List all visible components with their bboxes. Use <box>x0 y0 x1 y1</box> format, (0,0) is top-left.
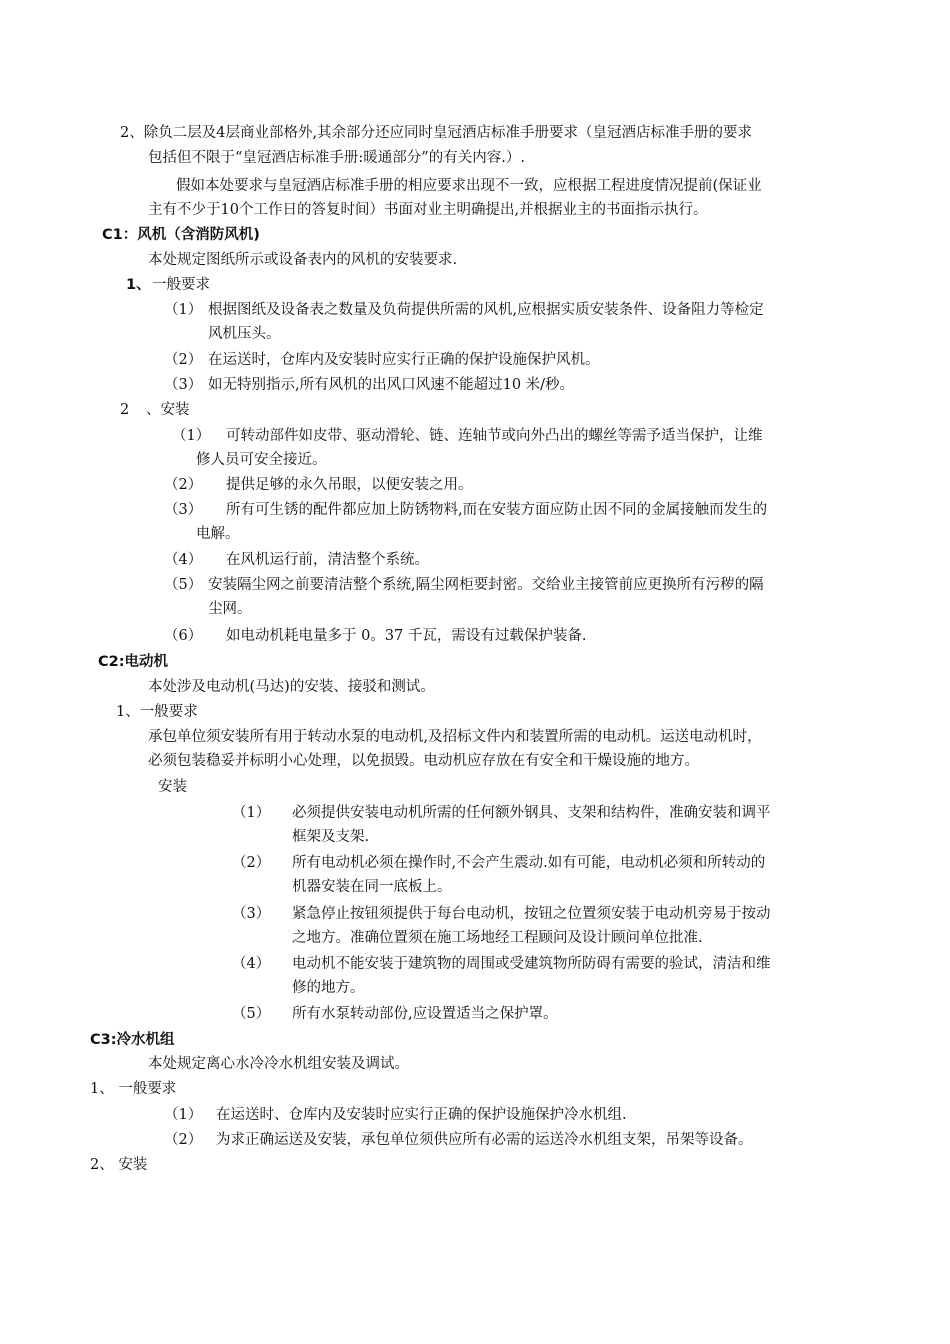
c1-install-title: 、安装 <box>146 402 190 418</box>
c2-install-item-text: 机器安装在同一底板上。 <box>292 879 452 895</box>
c2-install-item-num: （2） <box>232 855 271 871</box>
c3-heading: C3:冷水机组 <box>90 1032 175 1048</box>
c1-heading: C1：风机（含消防风机) <box>102 227 260 243</box>
c3-general-item-text: 在运送时、仓库内及安装时应实行正确的保护设施保护冷水机组. <box>216 1107 627 1123</box>
c3-install-title: 2、 安装 <box>90 1157 148 1173</box>
c2-general-text: 承包单位须安装所有用于转动水泵的电动机,及招标文件内和装置所需的电动机。运送电动机时， <box>148 729 762 745</box>
c3-description: 本处规定离心水冷冷水机组安装及调试。 <box>148 1056 409 1072</box>
c1-install-item-num: （1） <box>172 428 211 444</box>
c1-install-item-num: （2） <box>164 477 203 493</box>
c1-install-item-text: 安装隔尘网之前要清洁整个系统,隔尘网柜要封密。交给业主接管前应更换所有污秽的隔 <box>208 577 764 593</box>
c1-install-item-num: （6） <box>164 628 203 644</box>
c2-install-item-text: 修的地方。 <box>292 980 365 996</box>
c2-install-item-num: （1） <box>232 805 271 821</box>
c2-general-text: 必须包装稳妥并标明小心处理，以免损毁。电动机应存放在有安全和干燥设施的地方。 <box>148 753 699 769</box>
c1-general-item-text: 如无特别指示,所有风机的出风口风速不能超过10 米/秒。 <box>208 377 575 393</box>
c2-general-title: 1、一般要求 <box>116 704 198 720</box>
c1-install-item-text: 提供足够的永久吊眼，以便安装之用。 <box>226 477 473 493</box>
c2-install-item-text: 所有水泵转动部份,应设置适当之保护罩。 <box>292 1006 558 1022</box>
c1-general-item-num: （1） <box>164 302 203 318</box>
c2-install-item-text: 之地方。准确位置须在施工场地经工程顾问及设计顾问单位批准. <box>292 930 703 946</box>
c1-install-item-text: 在风机运行前，清洁整个系统。 <box>226 552 429 568</box>
c2-install-item-num: （4） <box>232 956 271 972</box>
c2-install-item-text: 电动机不能安装于建筑物的周围或受建筑物所防碍有需要的验试，清洁和维 <box>292 956 771 972</box>
c1-install-item-text: 修人员可安全接近。 <box>196 452 327 468</box>
c3-general-item-num: （1） <box>164 1107 203 1123</box>
c3-general-item-num: （2） <box>164 1132 203 1148</box>
c3-general-title: 1、 一般要求 <box>90 1081 177 1097</box>
intro-item2-line1: 2、除负二层及4层商业部格外,其余部分还应同时皇冠酒店标准手册要求（皇冠酒店标准手册的要求 <box>120 125 753 141</box>
c2-install-item-num: （5） <box>232 1006 271 1022</box>
c1-general-item-num: （2） <box>164 352 203 368</box>
c1-general-item-text: 在运送时，仓库内及安装时应实行正确的保护设施保护风机。 <box>208 352 600 368</box>
c1-install-item-num: （4） <box>164 552 203 568</box>
c1-install-item-text: 可转动部件如皮带、驱动滑轮、链、连轴节或向外凸出的螺丝等需予适当保护，让维 <box>226 428 763 444</box>
c1-install-num: 2 <box>120 402 130 418</box>
c2-install-item-text: 紧急停止按钮须提供于每台电动机，按钮之位置须安装于电动机旁易于按动 <box>292 906 771 922</box>
c1-install-item-text: 所有可生锈的配件都应加上防锈物料,而在安装方面应防止因不同的金属接触而发生的 <box>226 502 768 518</box>
c2-heading: C2:电动机 <box>98 654 169 670</box>
c1-install-item-num: （5） <box>164 577 203 593</box>
c3-general-item-text: 为求正确运送及安装，承包单位须供应所有必需的运送冷水机组支架，吊架等设备。 <box>216 1132 753 1148</box>
c1-general-item-text: 风机压头。 <box>208 326 281 342</box>
c1-install-item-text: 如电动机耗电量多于 0。37 千瓦，需设有过载保护装备. <box>226 628 587 644</box>
intro-item2-line2: 包括但不限于“皇冠酒店标准手册:暖通部分”的有关内容.）. <box>148 150 525 166</box>
c1-install-item-text: 尘网。 <box>208 601 252 617</box>
c2-install-title: 安装 <box>158 779 187 795</box>
c2-description: 本处涉及电动机(马达)的安装、接驳和测试。 <box>148 679 435 695</box>
c2-install-item-text: 框架及支架. <box>292 829 370 845</box>
c1-install-item-text: 电解。 <box>196 526 240 542</box>
c1-general-item-num: （3） <box>164 377 203 393</box>
c1-general-title: 一般要求 <box>152 277 210 293</box>
c1-install-item-num: （3） <box>164 502 203 518</box>
intro-note-line2: 主有不少于10个工作日的答复时间）书面对业主明确提出,并根据业主的书面指示执行。 <box>148 202 708 218</box>
intro-note-line1: 假如本处要求与皇冠酒店标准手册的相应要求出现不一致，应根据工程进度情况提前(保证业 <box>176 178 762 194</box>
c1-general-num: 1、 <box>126 277 151 293</box>
c2-install-item-text: 必须提供安装电动机所需的任何额外钢具、支架和结构件，准确安装和调平 <box>292 805 771 821</box>
c1-description: 本处规定图纸所示或设备表内的风机的安装要求. <box>148 252 458 268</box>
c2-install-item-num: （3） <box>232 906 271 922</box>
c1-general-item-text: 根据图纸及设备表之数量及负荷提供所需的风机,应根据实质安装条件、设备阻力等检定 <box>208 302 764 318</box>
c2-install-item-text: 所有电动机必须在操作时,不会产生震动.如有可能，电动机必须和所转动的 <box>292 855 766 871</box>
